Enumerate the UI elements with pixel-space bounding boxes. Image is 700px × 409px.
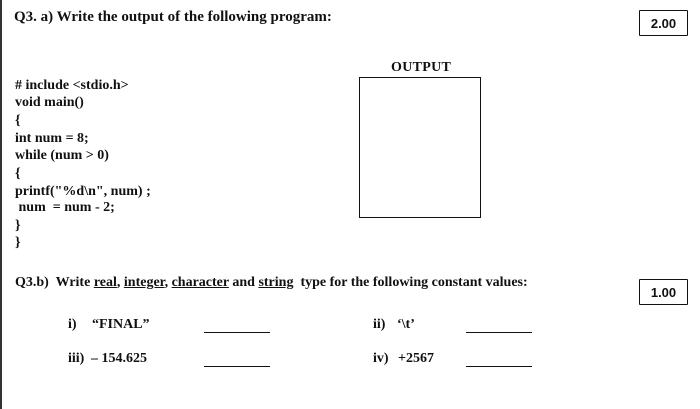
code-line: # include <stdio.h>: [15, 78, 129, 93]
answer-blank[interactable]: [204, 332, 270, 333]
q3b-sep: ,: [164, 275, 172, 290]
q3b-suffix: type for the following constant values:: [293, 275, 528, 290]
score-box-3b: [639, 279, 688, 305]
score-3a: 2.00: [650, 15, 677, 31]
q3b-prefix: Q3.b) Write: [15, 275, 94, 290]
item-value: ‘\t’: [397, 317, 415, 332]
item-value: – 154.625: [91, 351, 147, 366]
code-line: }: [15, 235, 21, 250]
score-3b: 1.00: [650, 284, 677, 300]
answer-blank[interactable]: [466, 332, 532, 333]
keyword-integer: integer: [123, 275, 165, 290]
code-line: {: [15, 166, 21, 181]
item-value: +2567: [398, 351, 434, 366]
code-line: num = num - 2;: [15, 200, 115, 215]
code-line: void main(): [15, 95, 84, 110]
item-value: “FINAL”: [92, 317, 150, 332]
keyword-character: character: [171, 275, 229, 290]
item-label: iii): [68, 351, 85, 366]
keyword-string: string: [258, 275, 294, 290]
code-line: }: [15, 218, 21, 233]
q3b-and: and: [228, 275, 259, 290]
code-line: while (num > 0): [15, 148, 109, 163]
code-line: int num = 8;: [15, 131, 89, 146]
score-box-3a: [639, 10, 688, 36]
answer-blank[interactable]: [204, 366, 270, 367]
q3b-sep: ,: [116, 275, 124, 290]
item-label: i): [68, 317, 77, 332]
code-line: printf("%d\n", num) ;: [15, 184, 151, 199]
keyword-real: real: [93, 275, 117, 290]
output-label: OUTPUT: [391, 60, 452, 75]
output-answer-box[interactable]: [359, 77, 481, 218]
item-label: ii): [373, 317, 386, 332]
item-label: iv): [373, 351, 389, 366]
question-3b-title: [15, 275, 528, 291]
page-left-border: [0, 0, 2, 409]
answer-blank[interactable]: [466, 366, 532, 367]
question-3a-title: Q3. a) Write the output of the following program:: [14, 9, 332, 25]
code-line: {: [15, 113, 21, 128]
